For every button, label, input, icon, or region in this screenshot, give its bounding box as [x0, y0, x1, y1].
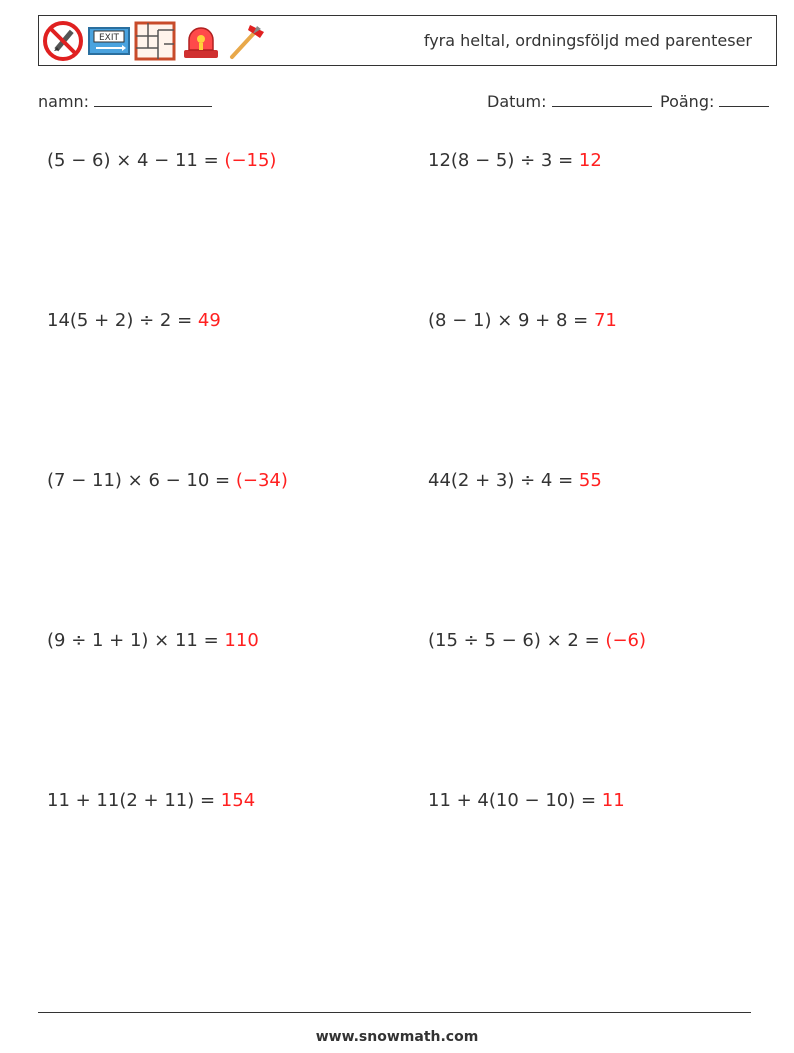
footer-url[interactable]: www.snowmath.com: [315, 1029, 479, 1045]
problem-expression: (5 − 6) × 4 − 11 =: [47, 150, 225, 171]
exit-sign-icon: [88, 20, 130, 62]
problem-answer: (−6): [605, 630, 647, 651]
problem-1: [47, 150, 276, 171]
header-icons: [42, 21, 268, 61]
floor-plan-icon: [134, 20, 176, 62]
problem-8: [428, 630, 646, 651]
problem-9: [47, 790, 255, 811]
no-pen-icon: [42, 20, 84, 62]
problem-expression: 12(8 − 5) ÷ 3 =: [428, 150, 579, 171]
problem-expression: (15 ÷ 5 − 6) × 2 =: [428, 630, 606, 651]
problem-expression: 44(2 + 3) ÷ 4 =: [428, 470, 579, 491]
date-field[interactable]: [487, 92, 652, 111]
footer-divider: [38, 1012, 751, 1013]
worksheet-title: fyra heltal, ordningsföljd med parenteser: [423, 31, 752, 50]
problem-4: [428, 310, 617, 331]
problem-7: [47, 630, 259, 651]
problem-6: [428, 470, 602, 491]
score-label: Poäng:: [660, 92, 715, 111]
name-field[interactable]: [38, 92, 212, 111]
name-blank[interactable]: [94, 92, 212, 107]
problem-2: [428, 150, 602, 171]
problem-answer: 71: [593, 310, 617, 331]
score-field[interactable]: [660, 92, 769, 111]
problem-10: [428, 790, 625, 811]
fire-axe-icon: [226, 20, 268, 62]
alarm-light-icon: [180, 20, 222, 62]
problem-expression: 11 + 4(10 − 10) =: [428, 790, 602, 811]
problem-expression: (8 − 1) × 9 + 8 =: [428, 310, 594, 331]
problem-answer: 12: [578, 150, 602, 171]
problem-3: [47, 310, 221, 331]
problem-answer: 49: [197, 310, 221, 331]
svg-text:EXIT: EXIT: [98, 33, 120, 43]
date-blank[interactable]: [552, 92, 652, 107]
problem-expression: (9 ÷ 1 + 1) × 11 =: [47, 630, 225, 651]
problem-expression: 14(5 + 2) ÷ 2 =: [47, 310, 198, 331]
date-label: Datum:: [487, 92, 547, 111]
problem-answer: (−34): [235, 470, 288, 491]
problem-answer: 55: [578, 470, 602, 491]
worksheet-header: [38, 15, 777, 66]
score-blank[interactable]: [719, 92, 769, 107]
problem-expression: 11 + 11(2 + 11) =: [47, 790, 221, 811]
problem-answer: 110: [224, 630, 259, 651]
name-label: namn:: [38, 92, 90, 111]
problem-5: [47, 470, 288, 491]
problem-answer: 154: [220, 790, 256, 811]
problem-expression: (7 − 11) × 6 − 10 =: [47, 470, 236, 491]
problem-answer: 11: [601, 790, 625, 811]
problem-answer: (−15): [224, 150, 277, 171]
